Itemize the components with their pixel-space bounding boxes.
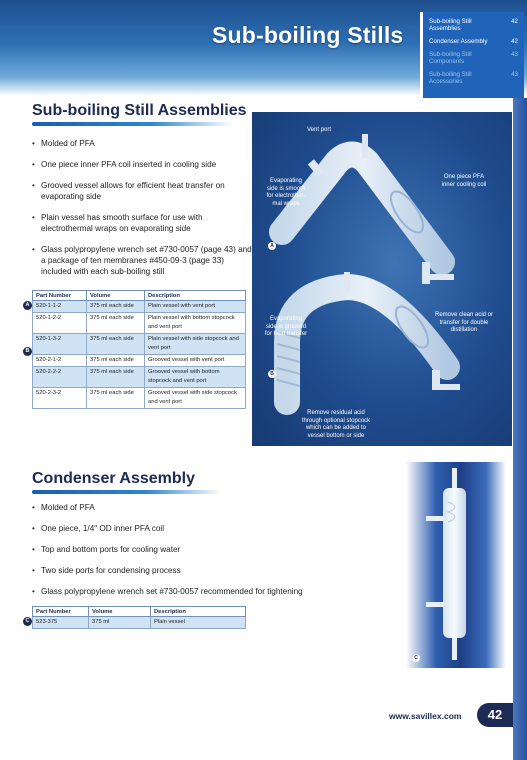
assemblies-table (32, 290, 246, 409)
bullet-item: • Molded of PFA (32, 138, 254, 149)
bullet-item: • Molded of PFA (32, 502, 362, 513)
photo-badge-b: B (268, 370, 276, 378)
toc-item[interactable]: Sub-boiling Still Components 43 (429, 51, 518, 65)
row-marker-a: A (23, 301, 32, 310)
toc-item[interactable]: Condenser Assembly 42 (429, 38, 518, 45)
section-underline (32, 490, 222, 494)
page-title: Sub-boiling Stills (212, 22, 404, 48)
section-title-condenser: Condenser Assembly (32, 470, 196, 487)
edge-decoration (513, 98, 527, 760)
col-header: Description (145, 291, 246, 301)
bullet-item: • One piece inner PFA coil inserted in cooling side (32, 159, 254, 170)
toc-item[interactable]: Sub-boiling Still Accessories 43 (429, 71, 518, 85)
table-of-contents (420, 12, 524, 98)
assemblies-bullets (32, 138, 254, 277)
callout-evaporating-smooth: Evaporating side is smooth for electrother- mal wraps (266, 178, 306, 207)
table-row: 520-1-3-2 375 ml each side Plain vessel with side stopcock and vent port (33, 334, 246, 355)
section-title-assemblies: Sub-boiling Still Assemblies (32, 102, 247, 119)
col-header: Description (151, 607, 246, 617)
still-illustration (252, 112, 512, 446)
bullet-item: • One piece, 1/4" OD inner PFA coil (32, 523, 362, 534)
table-row: 520-2-2-2 375 ml each side Grooved vessel with bottom stopcock and vent port (33, 367, 246, 388)
condenser-photo (406, 462, 506, 668)
col-header: Volume (87, 291, 145, 301)
callout-remove-clean-acid: Remove clean acid or transfer for double distillation (434, 312, 494, 333)
callout-vent-port: Vent port (306, 127, 332, 133)
condenser-illustration (406, 462, 506, 668)
bullet-item: • Grooved vessel allows for efficient heat transfer on evaporating side (32, 180, 254, 202)
row-marker-c: C (23, 617, 32, 626)
row-marker-b: B (23, 347, 32, 356)
table-row: 520-2-3-2 375 ml each side Grooved vessel with side stopcock and vent port (33, 388, 246, 409)
bullet-item: • Plain vessel has smooth surface for use with electrothermal wraps on evaporating side (32, 212, 254, 234)
bullet-item: • Glass polypropylene wrench set #730-0057 (page 43) and a package of ten membranes #450-09-3 (page 33) included with each sub-boiling still (32, 244, 254, 277)
table-row: 520-1-2-2 375 ml each side Plain vessel with bottom stopcock and vent port (33, 313, 246, 334)
toc-item[interactable]: Sub-boiling Still Assemblies 42 (429, 18, 518, 32)
table-row: 523-375 375 ml Plain vessel (33, 617, 246, 629)
table-row: 520-2-1-2 375 ml each side Grooved vessel with vent port (33, 355, 246, 367)
bullet-item: • Top and bottom ports for cooling water (32, 544, 362, 555)
bullet-item: • Glass polypropylene wrench set #730-0057 recommended for tightening (32, 586, 362, 597)
col-header: Volume (89, 607, 151, 617)
col-header: Part Number (33, 607, 89, 617)
section-underline (32, 122, 232, 126)
col-header: Part Number (33, 291, 87, 301)
callout-inner-coil: One piece PFA inner cooling coil (441, 174, 487, 188)
photo-badge-c: C (412, 654, 420, 662)
condenser-bullets (32, 502, 362, 597)
photo-badge-a: A (268, 242, 276, 250)
footer-url[interactable]: www.savillex.com (389, 711, 462, 721)
page-number: 42 (477, 703, 513, 727)
callout-residual-acid: Remove residual acid through optional stopcock which can be added to vessel bottom or side (301, 410, 371, 439)
still-assembly-photo (252, 112, 512, 446)
bullet-item: • Two side ports for condensing process (32, 565, 362, 576)
table-row: 520-1-1-2 375 ml each side Plain vessel with vent port (33, 301, 246, 313)
condenser-table (32, 606, 246, 629)
callout-evaporating-grooved: Evaporating side is grooved for heat transfer (264, 316, 308, 337)
